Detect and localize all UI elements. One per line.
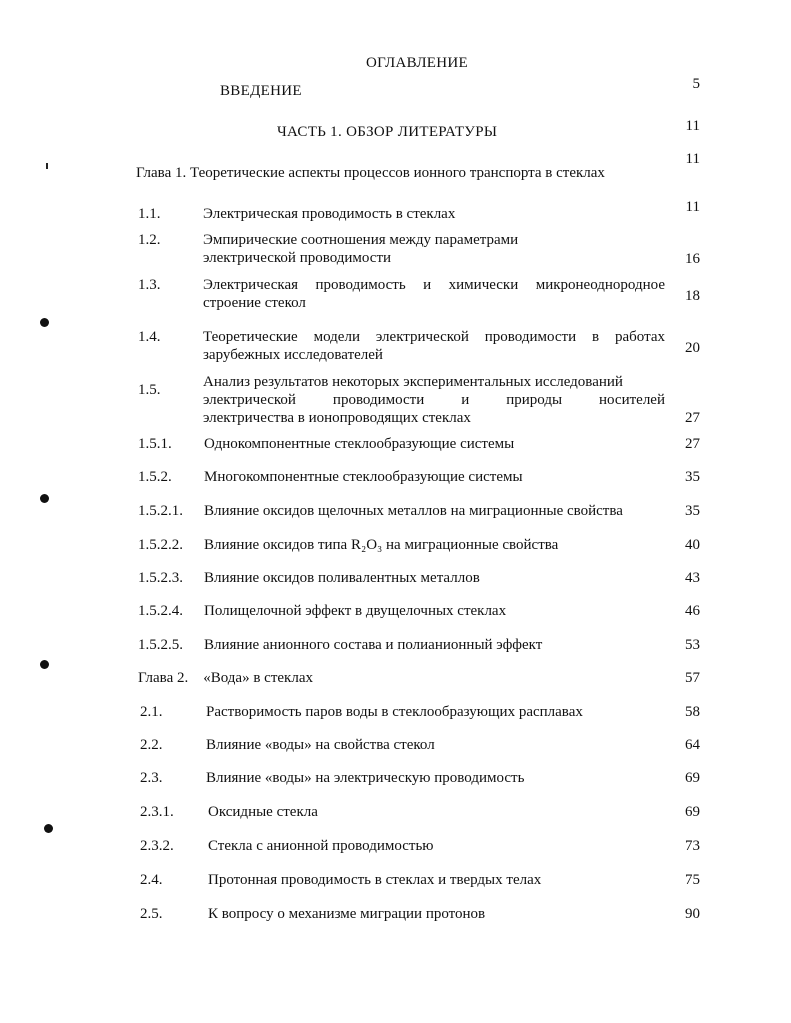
entry-title: Влияние оксидов щелочных металлов на миграционные свойства [204, 503, 623, 519]
page-number: 18 [685, 288, 700, 304]
entry-number: 1.5.2. [138, 469, 172, 485]
page-number: 73 [685, 838, 700, 854]
entry-title: Многокомпонентные стеклообразующие системы [204, 469, 523, 485]
punch-hole-dot [40, 494, 49, 503]
entry-number: 1.5.1. [138, 436, 172, 452]
toc-title: ОГЛАВЛЕНИЕ [366, 55, 468, 71]
punch-hole-dot [40, 660, 49, 669]
page-number: 40 [685, 537, 700, 553]
chapter-heading: Глава 1. Теоретические аспекты процессов ионного транспорта в стеклах [136, 165, 605, 181]
entry-number: 2.5. [140, 906, 163, 922]
entry-title: Влияние оксидов типа R₂O₃ на миграционные свойства [204, 537, 559, 553]
entry-number: 1.3. [138, 277, 161, 293]
entry-number: 1.5.2.5. [138, 637, 183, 653]
page-number: 64 [685, 737, 700, 753]
entry-title: электрической проводимости [203, 250, 392, 266]
entry-title: Стекла с анионной проводимостью [208, 838, 434, 854]
page-number: 58 [685, 704, 700, 720]
page-number: 46 [685, 603, 700, 619]
entry-number: 2.1. [140, 704, 163, 720]
entry-number: 2.4. [140, 872, 163, 888]
entry-number: 1.5.2.2. [138, 537, 183, 553]
entry-title: Влияние анионного состава и полианионный эффект [204, 637, 543, 653]
punch-hole-dot [44, 824, 53, 833]
entry-title: К вопросу о механизме миграции протонов [208, 906, 486, 922]
entry-number: 2.2. [140, 737, 163, 753]
entry-number: 1.5.2.4. [138, 603, 183, 619]
entry-title: Анализ результатов некоторых экспериментальных исследований [203, 374, 623, 390]
punch-hole-dot [40, 318, 49, 327]
page-number: 27 [685, 436, 700, 452]
page-number: 43 [685, 570, 700, 586]
entry-number: 1.5.2.1. [138, 503, 183, 519]
page-number: 11 [685, 151, 700, 167]
page-number: 90 [685, 906, 700, 922]
entry-title: Электрическая проводимость в стеклах [203, 206, 456, 222]
entry-number: 1.5. [138, 382, 161, 398]
page-number: 11 [685, 199, 700, 215]
entry-title: Растворимость паров воды в стеклообразующих расплавах [206, 704, 583, 720]
page-number: 57 [685, 670, 700, 686]
page-number: 69 [685, 770, 700, 786]
page-number: 16 [685, 251, 700, 267]
page-number: 27 [685, 410, 700, 426]
page-number: 35 [685, 503, 700, 519]
entry-title: Электрическая проводимость и химически микронеоднородное [203, 277, 665, 293]
page-number: 20 [685, 340, 700, 356]
entry-number: 2.3.2. [140, 838, 174, 854]
part-heading: ЧАСТЬ 1. ОБЗОР ЛИТЕРАТУРЫ [277, 124, 498, 140]
entry-number: 1.4. [138, 329, 161, 345]
entry-title: Полищелочной эффект в двущелочных стеклах [204, 603, 507, 619]
entry-number: 1.1. [138, 206, 161, 222]
chapter-heading: Глава 2. «Вода» в стеклах [138, 670, 313, 686]
entry-title: Влияние оксидов поливалентных металлов [204, 570, 480, 586]
entry-number: 1.5.2.3. [138, 570, 183, 586]
page-number: 11 [685, 118, 700, 134]
page-number: 5 [692, 76, 700, 92]
entry-title: электрической проводимости и природы носителей [203, 392, 665, 408]
page-number: 35 [685, 469, 700, 485]
entry-number: 1.2. [138, 232, 161, 248]
entry-title: Теоретические модели электрической проводимости в работах [203, 329, 665, 345]
entry-title: электричества в ионопроводящих стеклах [203, 410, 471, 426]
entry-title: Протонная проводимость в стеклах и твердых телах [208, 872, 542, 888]
entry-title: Эмпирические соотношения между параметрами [203, 232, 519, 248]
entry-number: 2.3. [140, 770, 163, 786]
entry-title: зарубежных исследователей [203, 347, 383, 363]
scan-mark [46, 163, 48, 169]
entry-number: 2.3.1. [140, 804, 174, 820]
entry-title: Влияние «воды» на свойства стекол [206, 737, 435, 753]
entry-title: строение стекол [203, 295, 306, 311]
page-number: 53 [685, 637, 700, 653]
entry-title: Влияние «воды» на электрическую проводимость [206, 770, 525, 786]
entry-title: Оксидные стекла [208, 804, 318, 820]
page-number: 69 [685, 804, 700, 820]
intro-heading: ВВЕДЕНИЕ [220, 83, 302, 99]
page-number: 75 [685, 872, 700, 888]
entry-title: Однокомпонентные стеклообразующие системы [204, 436, 515, 452]
